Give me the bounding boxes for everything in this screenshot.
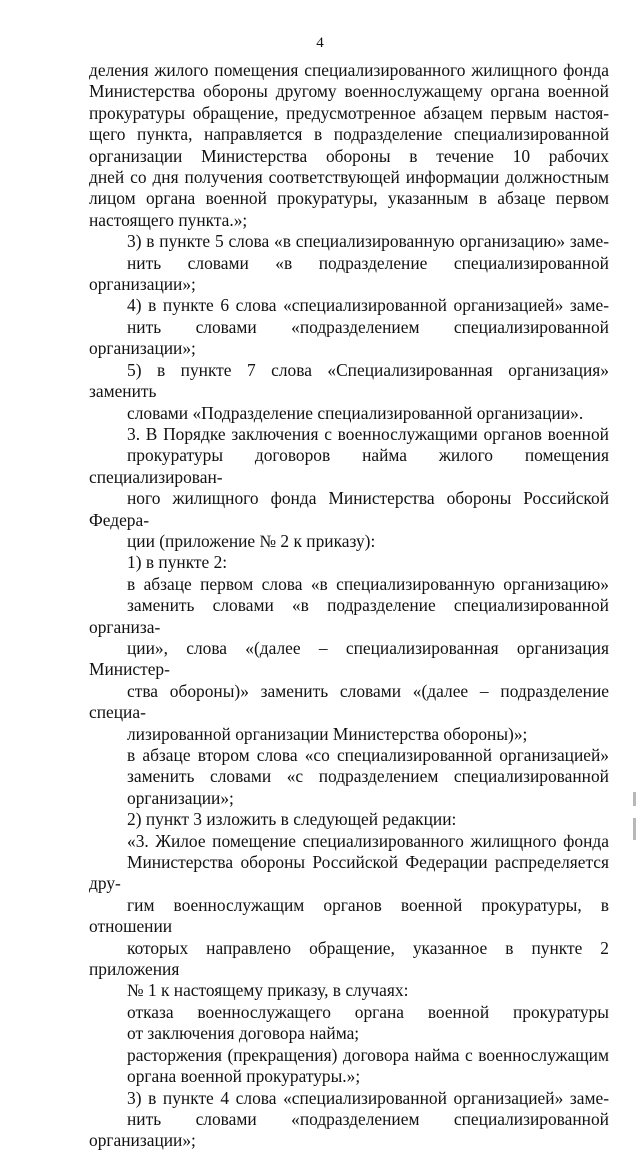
paragraph (89, 831, 609, 1002)
scan-artifact (633, 818, 636, 840)
text-line: отказа военнослужащего органа военной прокуратуры (127, 1001, 609, 1022)
paragraph (89, 60, 609, 231)
text-line: лизированной организации Министерства обороны)»; (127, 723, 528, 744)
document-body (89, 60, 609, 1152)
text-line: 2) пункт 3 изложить в следующей редакции: (127, 809, 457, 830)
text-line: прокуратуры договоров найма жилого помещения специализирован- (89, 445, 609, 487)
paragraph (89, 574, 609, 745)
text-line: 4) в пункте 6 слова «специализированной организацией» заме- (127, 295, 609, 316)
text-line: нить словами «в подразделение специализированной организации»; (89, 252, 609, 295)
text-line: Министерства обороны другому военнослужащему органа военной (89, 81, 609, 102)
text-line: ства обороны)» заменить словами «(далее – подразделение специа- (89, 680, 609, 723)
text-line: словами «Подразделение специализированной организации». (127, 402, 584, 423)
text-line: нить словами «подразделением специализированной организации»; (89, 316, 609, 359)
paragraph (89, 231, 609, 295)
text-line: которых направлено обращение, указанное в пункте 2 приложения (89, 937, 609, 980)
paragraph (89, 424, 609, 552)
paragraph (89, 295, 609, 359)
paragraph (89, 552, 609, 573)
text-line: дней со дня получения соответствующей информации должностным (89, 167, 609, 188)
paragraph (89, 1045, 609, 1088)
paragraph (89, 745, 609, 809)
text-line: 1) в пункте 2: (127, 552, 228, 573)
paragraph (89, 1002, 609, 1045)
text-line: деления жилого помещения специализированного жилищного фонда (89, 60, 609, 80)
text-line: в абзаце первом слова «в специализированную организацию» (127, 573, 609, 594)
text-line: 5) в пункте 7 слова «Специализированная организация» заменить (89, 359, 609, 402)
paragraph (89, 809, 609, 830)
text-line: лицом органа военной прокуратуры, указанным в абзаце первом (89, 188, 609, 209)
text-line: организации Министерства обороны в течение 10 рабочих (89, 145, 609, 166)
text-line: 3) в пункте 5 слова «в специализированную организацию» заме- (127, 231, 609, 252)
text-line: ции (приложение № 2 к приказу): (127, 530, 376, 551)
text-line: организации»; (127, 787, 234, 808)
text-line: 3. В Порядке заключения с военнослужащими органов военной (127, 423, 609, 444)
text-line: ного жилищного фонда Министерства обороны Российской Федера- (89, 488, 609, 530)
text-line: расторжения (прекращения) договора найма с военнослужащим (127, 1044, 609, 1065)
text-line: прокуратуры обращение, предусмотренное абзацем первым настоя- (89, 102, 609, 123)
text-line: щего пункта, направляется в подразделение специализированной (89, 124, 609, 145)
text-line: нить словами «подразделением специализированной организации»; (89, 1108, 609, 1151)
text-line: органа военной прокуратуры.»; (127, 1066, 361, 1087)
text-line: Министерства обороны Российской Федерации распределяется дру- (89, 852, 609, 894)
page-number: 4 (316, 35, 324, 51)
text-line: гим военнослужащим органов военной прокуратуры, в отношении (89, 894, 609, 937)
text-line: от заключения договора найма; (127, 1023, 360, 1044)
text-line: № 1 к настоящему приказу, в случаях: (127, 980, 409, 1001)
text-line: «3. Жилое помещение специализированного жилищного фонда (127, 830, 609, 851)
text-line: ции», слова «(далее – специализированная организация Министер- (89, 637, 609, 680)
text-line: 3) в пункте 4 слова «специализированной организацией» заме- (127, 1087, 609, 1108)
text-line: настоящего пункта.»; (89, 209, 248, 230)
scan-artifact (633, 792, 636, 806)
paragraph (89, 1088, 609, 1152)
text-line: в абзаце втором слова «со специализированной организацией» (127, 745, 609, 765)
paragraph (89, 360, 609, 424)
text-line: заменить словами «с подразделением специализированной (127, 766, 609, 787)
text-line: заменить словами «в подразделение специализированной организа- (89, 595, 609, 637)
